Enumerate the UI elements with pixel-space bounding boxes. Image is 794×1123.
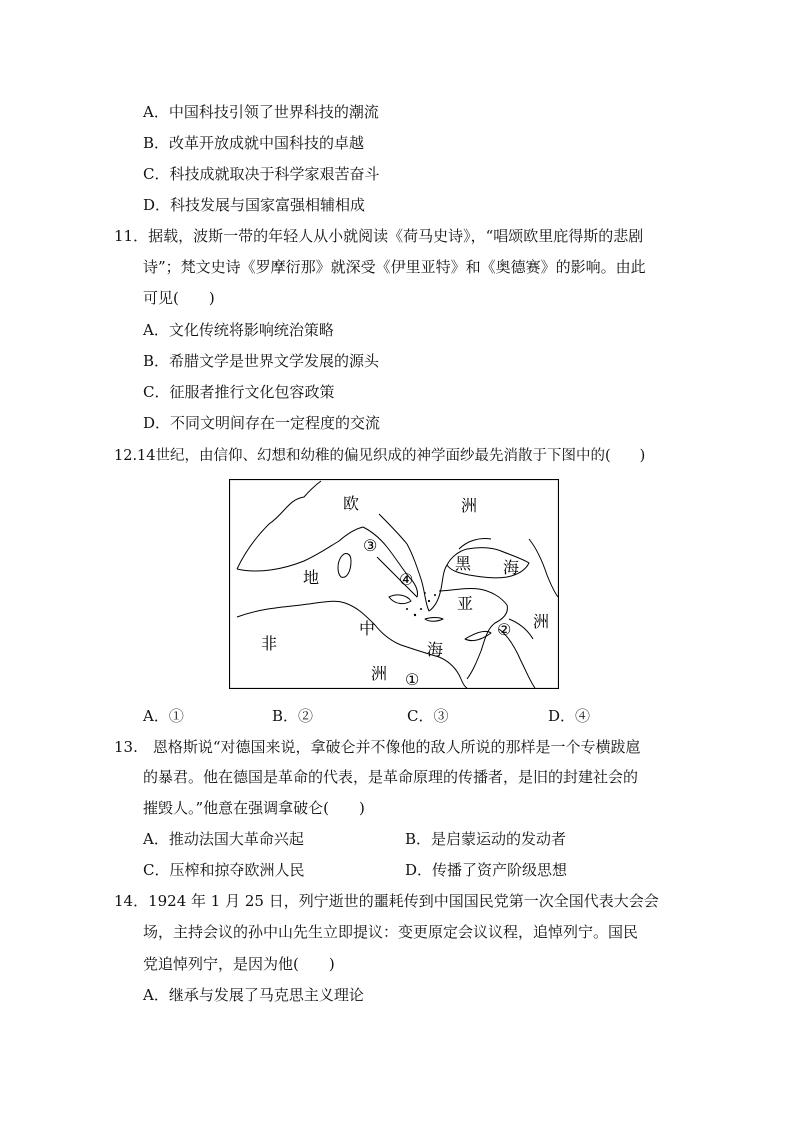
q11-option-b: B．希腊文学是世界文学发展的源头 [143,352,380,370]
map-label-africa-1: 非 [261,636,278,653]
map-label-black-1: 黑 [455,556,472,573]
q13-stem-line-2: 的暴君。他在德国是革命的代表，是革命原理的传播者，是旧的封建社会的 [143,768,639,786]
q12-option-b: B．② [272,707,314,725]
q11-option-d: D．不同文明间存在一定程度的交流 [143,414,381,432]
map-label-med-1: 地 [303,570,320,587]
map-label-asia-1: 亚 [457,596,474,613]
q12-option-d: D．④ [548,707,591,725]
map-marker-2: ② [497,622,512,639]
map-label-med-3: 海 [427,642,444,659]
q11-stem-line-3: 可见( ) [143,289,215,307]
q13-option-a: A．推动法国大革命兴起 [143,830,304,848]
q10-option-c: C．科技成就取决于科学家艰苦奋斗 [143,165,380,183]
q10-option-d: D．科技发展与国家富强相辅相成 [143,196,366,214]
q13-option-c: C．压榨和掠夺欧洲人民 [143,861,305,879]
map-marker-3: ③ [363,538,378,555]
q12-stem: 12.14世纪，由信仰、幻想和幼稚的偏见织成的神学面纱最先消散于下图中的( ) [114,448,646,464]
q12-option-a: A．① [143,707,184,725]
q10-option-b: B．改革开放成就中国科技的卓越 [143,134,365,152]
map-label-europe-2: 洲 [461,498,478,515]
q11-stem-line-2: 诗”；梵文史诗《罗摩衍那》就深受《伊里亚特》和《奥德赛》的影响。由此 [143,258,646,276]
map-marker-4: ④ [399,572,414,589]
q14-option-a: A．继承与发展了马克思主义理论 [143,986,364,1004]
q10-option-a: A．中国科技引领了世界科技的潮流 [143,103,379,121]
q13-stem-line-1: 13. 恩格斯说“对德国来说，拿破仑并不像他的敌人所说的那样是一个专横跋扈 [114,738,641,756]
q12-option-c: C．③ [407,707,449,725]
map-label-med-2: 中 [359,621,376,638]
q13-option-d: D．传播了资产阶级思想 [405,861,568,879]
map-label-black-2: 海 [503,560,520,577]
q11-option-c: C．征服者推行文化包容政策 [143,383,335,401]
q13-stem-line-3: 摧毁人。”他意在强调拿破仑( ) [143,799,365,817]
q14-stem-line-3: 党追悼列宁，是因为他( ) [143,955,335,973]
mediterranean-map [229,479,559,689]
q13-option-b: B．是启蒙运动的发动者 [405,830,567,848]
map-label-africa-2: 洲 [371,666,388,683]
q14-stem-line-2: 场，主持会议的孙中山先生立即提议：变更原定会议议程，追悼列宁。国民 [143,923,639,941]
map-label-asia-2: 洲 [533,614,550,631]
map-marker-1: ① [405,672,420,689]
map-label-europe-1: 欧 [343,496,360,513]
q11-option-a: A．文化传统将影响统治策略 [143,321,334,339]
q11-stem-line-1: 11．据载，波斯一带的年轻人从小就阅读《荷马史诗》，“唱颂欧里庇得斯的悲剧 [114,227,644,245]
q14-stem-line-1: 14．1924 年 1 月 25 日，列宁逝世的噩耗传到中国国民党第一次全国代表大会会 [114,892,659,910]
